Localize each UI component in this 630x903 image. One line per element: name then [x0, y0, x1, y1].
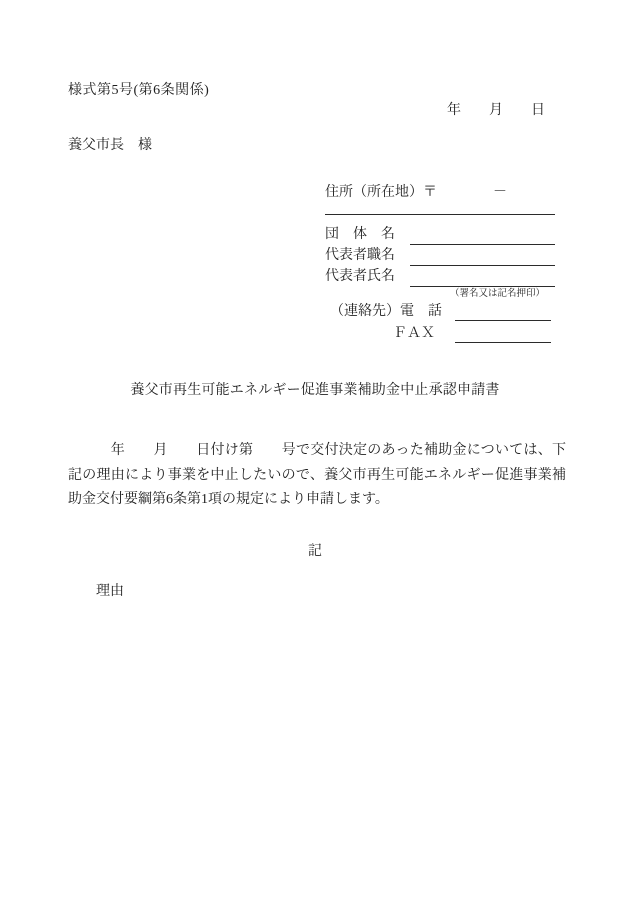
phone-field-line [455, 320, 551, 321]
form-number: 様式第5号(第6条関係) [68, 83, 210, 98]
address-field-line [325, 200, 555, 215]
rep-title-row [325, 246, 555, 266]
date-line: 年 月 日 [447, 103, 545, 118]
addressee: 養父市長 様 [68, 138, 152, 153]
org-name-field-line [410, 227, 555, 245]
document-title: 養父市再生可能エネルギー促進事業補助金中止承認申請書 [130, 383, 500, 398]
contact-phone-label: （連絡先）電 話 [330, 304, 442, 319]
rep-title-label: 代表者職名 [325, 248, 395, 263]
contact-phone-row [325, 302, 555, 324]
reason-label: 理由 [96, 584, 124, 599]
address-label: 住所（所在地）〒 － [325, 185, 507, 200]
fax-field-line [455, 342, 551, 343]
record-heading: 記 [308, 544, 322, 559]
signature-note: （署名又は記名押印） [449, 289, 545, 299]
body-paragraph: 年 月 日付け第 号で交付決定のあった補助金については、下記の理由により事業を中止したいので、養父市再生可能エネルギー促進事業補助金交付要綱第6条第1項の規定により申請します。 [68, 443, 566, 507]
org-name-row [325, 225, 555, 245]
rep-name-label: 代表者氏名 [325, 269, 395, 284]
org-name-label: 団 体 名 [325, 227, 395, 242]
rep-name-row [325, 267, 555, 287]
fax-label: ＦＡＸ [393, 326, 435, 341]
fax-row [325, 324, 555, 346]
rep-title-field-line [410, 248, 555, 266]
